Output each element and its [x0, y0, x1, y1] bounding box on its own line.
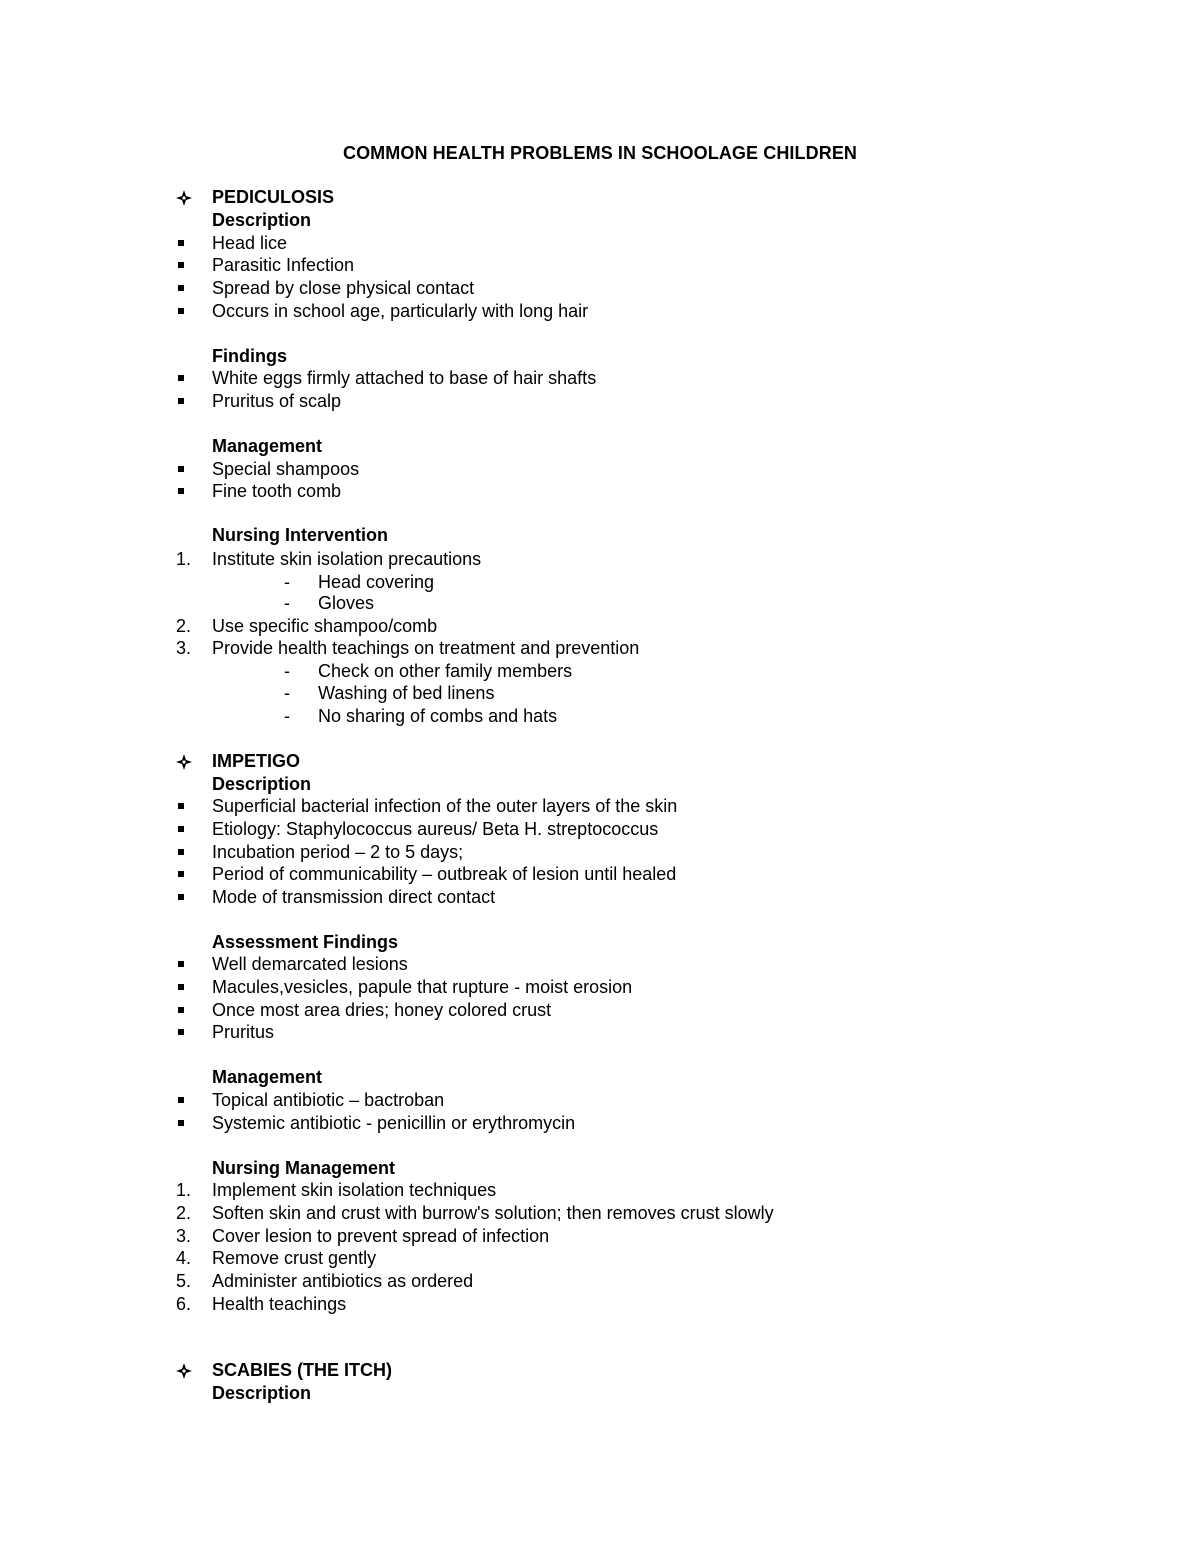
- square-bullet-icon: [178, 240, 184, 246]
- subheading-description: Description: [212, 1383, 312, 1403]
- item-number: 1.: [176, 549, 192, 569]
- list-item-text: Fine tooth comb: [212, 481, 342, 501]
- square-bullet-icon: [178, 1029, 184, 1035]
- list-item-text: Period of communicability – outbreak of lesion until healed: [212, 864, 677, 884]
- dash-bullet-icon: -: [284, 683, 290, 703]
- square-bullet-icon: [178, 375, 184, 381]
- square-bullet-icon: [178, 285, 184, 291]
- list-item-text: Macules,vesicles, papule that rupture - moist erosion: [212, 977, 633, 997]
- page-title: COMMON HEALTH PROBLEMS IN SCHOOLAGE CHILDREN: [342, 143, 858, 163]
- diamond-bullet-icon: [176, 1359, 192, 1379]
- item-number: 2.: [176, 616, 192, 636]
- subheading-management: Management: [212, 436, 323, 456]
- dash-bullet-icon: -: [284, 706, 290, 726]
- square-bullet-icon: [178, 308, 184, 314]
- item-text: Cover lesion to prevent spread of infection: [212, 1226, 550, 1246]
- subheading-nursing-intervention: Nursing Intervention: [212, 525, 389, 545]
- item-text: Institute skin isolation precautions: [212, 549, 482, 569]
- subheading-findings: Findings: [212, 346, 287, 366]
- section-heading: IMPETIGO: [212, 751, 301, 771]
- dash-bullet-icon: -: [284, 572, 290, 592]
- list-item-text: Pruritus of scalp: [212, 391, 342, 411]
- list-item-text: Well demarcated lesions: [212, 954, 408, 974]
- section-heading: PEDICULOSIS: [212, 187, 335, 207]
- sub-item-text: Gloves: [318, 593, 375, 613]
- sub-item-text: No sharing of combs and hats: [318, 706, 558, 726]
- item-text: Soften skin and crust with burrow's solution; then removes crust slowly: [212, 1203, 774, 1223]
- list-item-text: Mode of transmission direct contact: [212, 887, 496, 907]
- item-text: Remove crust gently: [212, 1248, 377, 1268]
- sub-item-text: Check on other family members: [318, 661, 573, 681]
- item-number: 4.: [176, 1248, 192, 1268]
- sub-item-text: Head covering: [318, 572, 435, 592]
- list-item-text: Spread by close physical contact: [212, 278, 475, 298]
- item-number: 6.: [176, 1294, 192, 1314]
- dash-bullet-icon: -: [284, 593, 290, 613]
- square-bullet-icon: [178, 262, 184, 268]
- item-number: 1.: [176, 1180, 192, 1200]
- item-number: 2.: [176, 1203, 192, 1223]
- dash-bullet-icon: -: [284, 661, 290, 681]
- list-item-text: Occurs in school age, particularly with long hair: [212, 301, 589, 321]
- square-bullet-icon: [178, 849, 184, 855]
- list-item-text: Systemic antibiotic - penicillin or erythromycin: [212, 1113, 576, 1133]
- square-bullet-icon: [178, 488, 184, 494]
- item-number: 5.: [176, 1271, 192, 1291]
- square-bullet-icon: [178, 961, 184, 967]
- list-item-text: Etiology: Staphylococcus aureus/ Beta H. streptococcus: [212, 819, 659, 839]
- diamond-bullet-icon: [176, 750, 192, 770]
- list-item-text: White eggs firmly attached to base of hair shafts: [212, 368, 597, 388]
- list-item-text: Head lice: [212, 233, 288, 253]
- item-text: Health teachings: [212, 1294, 347, 1314]
- diamond-bullet-icon: [176, 186, 192, 206]
- list-item-text: Pruritus: [212, 1022, 275, 1042]
- list-item-text: Superficial bacterial infection of the outer layers of the skin: [212, 796, 678, 816]
- section-heading: SCABIES (THE ITCH): [212, 1360, 392, 1380]
- subheading-description: Description: [212, 210, 312, 230]
- square-bullet-icon: [178, 1007, 184, 1013]
- sub-item-text: Washing of bed linens: [318, 683, 495, 703]
- item-text: Implement skin isolation techniques: [212, 1180, 497, 1200]
- square-bullet-icon: [178, 1120, 184, 1126]
- item-number: 3.: [176, 1226, 192, 1246]
- list-item-text: Parasitic Infection: [212, 255, 355, 275]
- square-bullet-icon: [178, 398, 184, 404]
- square-bullet-icon: [178, 826, 184, 832]
- list-item-text: Topical antibiotic – bactroban: [212, 1090, 445, 1110]
- subheading-nursing-management: Nursing Management: [212, 1158, 396, 1178]
- item-text: Provide health teachings on treatment and prevention: [212, 638, 640, 658]
- square-bullet-icon: [178, 1097, 184, 1103]
- subheading-management: Management: [212, 1067, 323, 1087]
- square-bullet-icon: [178, 984, 184, 990]
- subheading-assessment-findings: Assessment Findings: [212, 932, 399, 952]
- square-bullet-icon: [178, 894, 184, 900]
- item-number: 3.: [176, 638, 192, 658]
- item-text: Administer antibiotics as ordered: [212, 1271, 474, 1291]
- subheading-description: Description: [212, 774, 312, 794]
- list-item-text: Special shampoos: [212, 459, 360, 479]
- item-text: Use specific shampoo/comb: [212, 616, 438, 636]
- list-item-text: Incubation period – 2 to 5 days;: [212, 842, 464, 862]
- list-item-text: Once most area dries; honey colored crust: [212, 1000, 552, 1020]
- square-bullet-icon: [178, 871, 184, 877]
- square-bullet-icon: [178, 466, 184, 472]
- square-bullet-icon: [178, 803, 184, 809]
